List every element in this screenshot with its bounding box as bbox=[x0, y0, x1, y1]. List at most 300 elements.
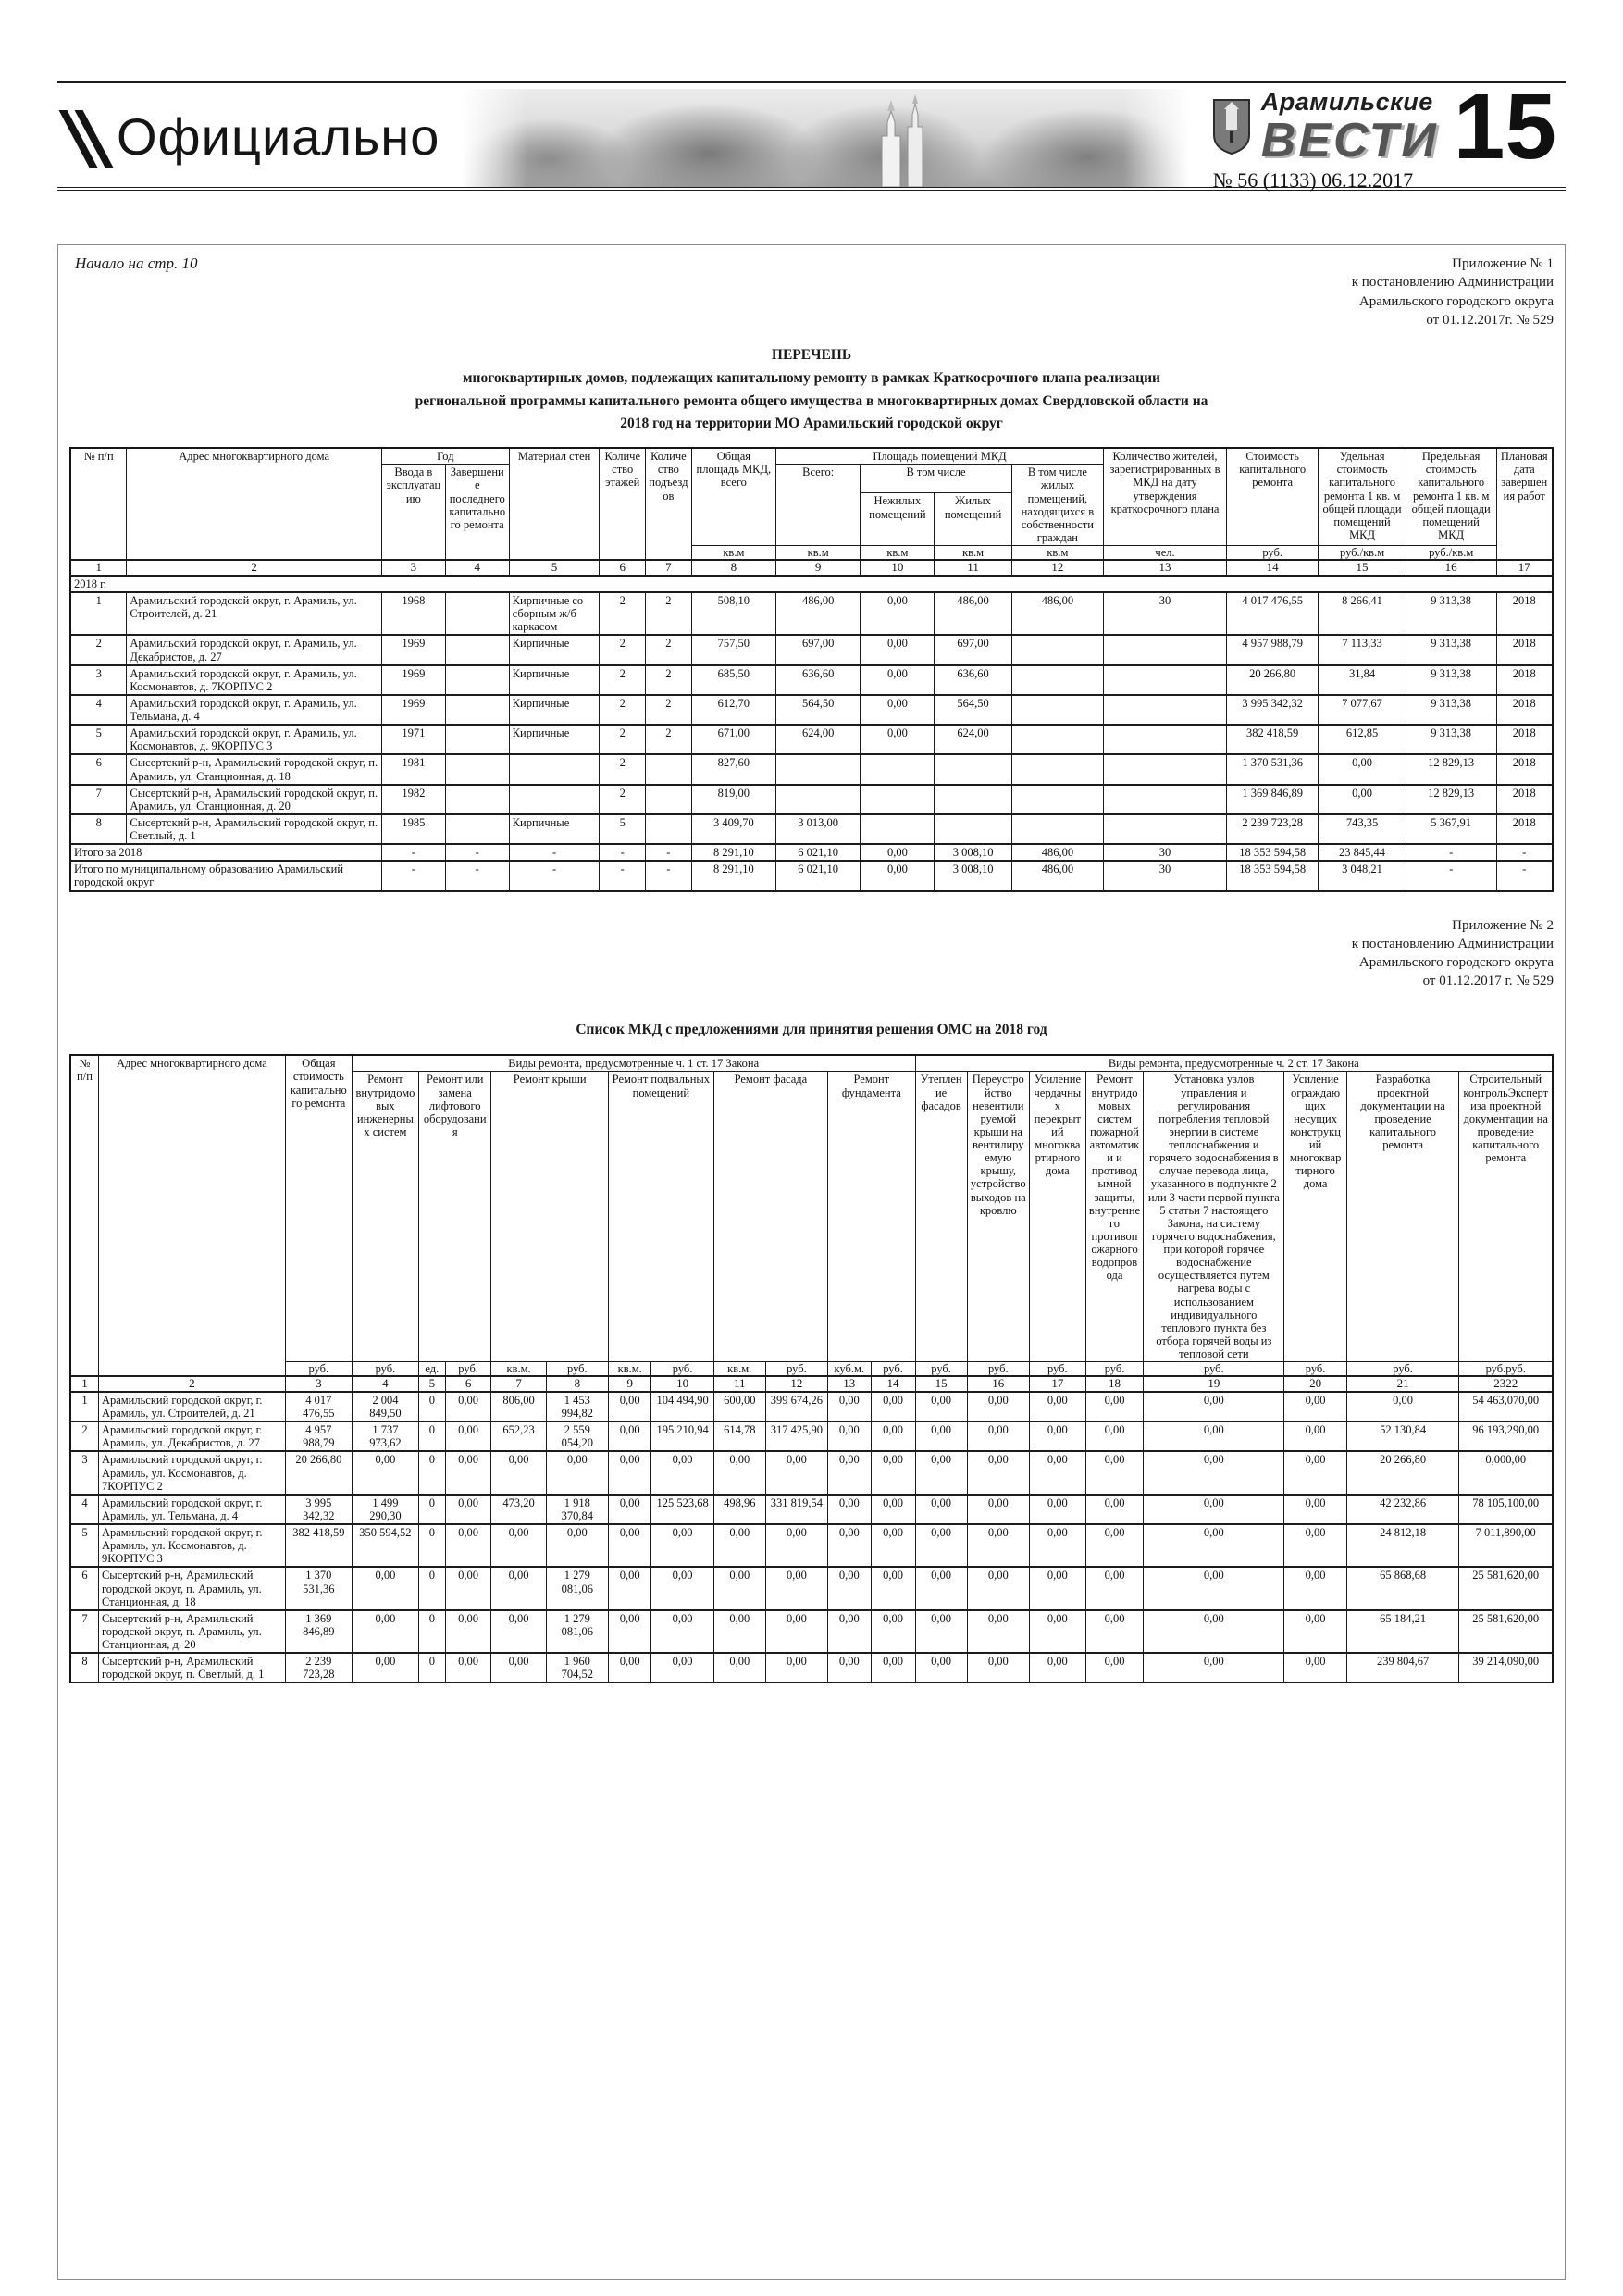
cell bbox=[1104, 814, 1227, 844]
cell: 1 369 846,89 bbox=[285, 1610, 352, 1653]
cell: 18 353 594,58 bbox=[1226, 844, 1318, 861]
cell: Кирпичные bbox=[509, 635, 600, 664]
cell: 0,00 bbox=[445, 1524, 491, 1567]
cell: 24 812,18 bbox=[1346, 1524, 1459, 1567]
text-line: к постановлению Администрации bbox=[1351, 936, 1554, 951]
cell: Сысертский р-н, Арамильский городской округ, п. Арамиль, ул. Станционная, д. 20 bbox=[98, 1610, 285, 1653]
cell: 0,00 bbox=[828, 1451, 871, 1494]
cell: 0,00 bbox=[651, 1524, 713, 1567]
cell: 6 bbox=[70, 754, 127, 784]
header-cell: Удельная стоимость капитального ремонта 1 кв. м общей площади помещений МКД bbox=[1319, 448, 1406, 545]
cell: 65 868,68 bbox=[1346, 1567, 1459, 1609]
header-cell: Количество жителей, зарегистрированных в МКД на дату утверждения краткосрочного плана bbox=[1104, 448, 1227, 545]
cell bbox=[445, 635, 509, 664]
cell: 30 bbox=[1104, 592, 1227, 635]
cell: Арамильский городской округ, г. Арамиль, ул. Космонавтов, д. 7КОРПУС 2 bbox=[98, 1451, 285, 1494]
cell: 12 829,13 bbox=[1406, 754, 1496, 784]
cell: 2018 bbox=[1496, 695, 1553, 725]
cell: - bbox=[1496, 844, 1553, 861]
cell bbox=[509, 785, 600, 814]
cell: 3 995 342,32 bbox=[285, 1495, 352, 1524]
header-cell: куб.м. bbox=[828, 1362, 871, 1377]
header-cell: Ремонт фундамента bbox=[828, 1072, 916, 1362]
cell: 612,70 bbox=[691, 695, 775, 725]
cell: 1 453 994,82 bbox=[546, 1392, 608, 1421]
cell: Кирпичные со сборным ж/б каркасом bbox=[509, 592, 600, 635]
header-cell: руб. bbox=[1144, 1362, 1284, 1377]
cell bbox=[1104, 695, 1227, 725]
header-cell: 13 bbox=[828, 1376, 871, 1392]
cell: 2 bbox=[646, 665, 692, 695]
header-cell: 9 bbox=[608, 1376, 650, 1392]
cell: 239 804,67 bbox=[1346, 1653, 1459, 1682]
cell: 0,00 bbox=[1319, 754, 1406, 784]
cell: 31,84 bbox=[1319, 665, 1406, 695]
appendix1-annotation bbox=[1352, 254, 1554, 329]
cell: 0,00 bbox=[871, 1421, 915, 1451]
cell: 5 bbox=[70, 1524, 98, 1567]
cell: 1969 bbox=[381, 665, 445, 695]
cell: 9 313,38 bbox=[1406, 695, 1496, 725]
header-cell: 17 bbox=[1029, 1376, 1085, 1392]
text-line: от 01.12.2017г. № 529 bbox=[1426, 312, 1554, 328]
header-cell: 12 bbox=[765, 1376, 827, 1392]
cell bbox=[776, 785, 861, 814]
cell: 486,00 bbox=[935, 592, 1011, 635]
cell bbox=[1011, 665, 1103, 695]
cell: 7 011,890,00 bbox=[1459, 1524, 1553, 1567]
cell: 2018 bbox=[1496, 635, 1553, 664]
cell: 1 369 846,89 bbox=[1226, 785, 1318, 814]
cell: 2 bbox=[600, 695, 646, 725]
cell: 0,00 bbox=[828, 1421, 871, 1451]
cell bbox=[1011, 785, 1103, 814]
cell: 2018 bbox=[1496, 725, 1553, 754]
header-cell: 15 bbox=[1319, 560, 1406, 576]
cell: 20 266,80 bbox=[1346, 1451, 1459, 1494]
cell: 8 bbox=[70, 814, 127, 844]
cell: 1 279 081,06 bbox=[546, 1567, 608, 1609]
cell: 78 105,100,00 bbox=[1459, 1495, 1553, 1524]
cell: 65 184,21 bbox=[1346, 1610, 1459, 1653]
text-line: ПЕРЕЧЕНЬ bbox=[771, 347, 852, 363]
cell: 0,00 bbox=[352, 1567, 418, 1609]
cell bbox=[1104, 665, 1227, 695]
header-cell: 2 bbox=[127, 560, 382, 576]
cell: 0,00 bbox=[1144, 1451, 1284, 1494]
cell: 0,00 bbox=[1144, 1610, 1284, 1653]
cell: 0,00 bbox=[352, 1451, 418, 1494]
cell: 2 bbox=[70, 1421, 98, 1451]
header-cell: руб./кв.м bbox=[1406, 546, 1496, 561]
cell: 0,00 bbox=[828, 1610, 871, 1653]
header-cell: кв.м bbox=[776, 546, 861, 561]
cell: 0,00 bbox=[651, 1653, 713, 1682]
cell: 0,00 bbox=[608, 1610, 650, 1653]
cell: 0,00 bbox=[491, 1451, 546, 1494]
header-cell: 1 bbox=[70, 560, 127, 576]
cell: 0,00 bbox=[491, 1653, 546, 1682]
cell: 4 017 476,55 bbox=[1226, 592, 1318, 635]
cell: - bbox=[381, 844, 445, 861]
header-cell: руб. bbox=[871, 1362, 915, 1377]
cell: Кирпичные bbox=[509, 695, 600, 725]
appendix2-annotation bbox=[69, 916, 1554, 991]
cell: 1 370 531,36 bbox=[285, 1567, 352, 1609]
header-cell: 8 bbox=[546, 1376, 608, 1392]
cell: 2 239 723,28 bbox=[1226, 814, 1318, 844]
cell bbox=[509, 754, 600, 784]
cell bbox=[935, 814, 1011, 844]
cell: 0,00 bbox=[967, 1610, 1029, 1653]
cell: 3 048,21 bbox=[1319, 861, 1406, 890]
cell: 0,00 bbox=[1144, 1653, 1284, 1682]
top-band bbox=[69, 254, 1554, 329]
header-cell: Виды ремонта, предусмотренные ч. 2 ст. 17 Закона bbox=[915, 1055, 1553, 1072]
header-cell: 4 bbox=[445, 560, 509, 576]
header-cell: кв.м. bbox=[713, 1362, 765, 1377]
header-cell: кв.м bbox=[861, 546, 935, 561]
cell: 2 bbox=[646, 635, 692, 664]
cell: 0,00 bbox=[967, 1421, 1029, 1451]
cell: 331 819,54 bbox=[765, 1495, 827, 1524]
header-cell: 19 bbox=[1144, 1376, 1284, 1392]
cell: 8 266,41 bbox=[1319, 592, 1406, 635]
cell: 0,00 bbox=[1085, 1451, 1143, 1494]
brand-name-top: Арамильские bbox=[1260, 87, 1433, 116]
header-cell: руб. bbox=[285, 1362, 352, 1377]
header-cell: кв.м bbox=[691, 546, 775, 561]
cell: 827,60 bbox=[691, 754, 775, 784]
cell: 9 313,38 bbox=[1406, 635, 1496, 664]
cell bbox=[1104, 725, 1227, 754]
cell: 564,50 bbox=[776, 695, 861, 725]
cell: 486,00 bbox=[776, 592, 861, 635]
cell: 0,00 bbox=[1085, 1495, 1143, 1524]
cell: 6 021,10 bbox=[776, 861, 861, 890]
cell: 2018 г. bbox=[70, 576, 1553, 592]
cell: 2018 bbox=[1496, 785, 1553, 814]
cell bbox=[646, 785, 692, 814]
cell: 0,00 bbox=[765, 1653, 827, 1682]
cell: 1 bbox=[70, 1392, 98, 1421]
cell: 3 409,70 bbox=[691, 814, 775, 844]
section-header bbox=[65, 87, 440, 185]
cell: 3 008,10 bbox=[935, 844, 1011, 861]
text-line: 2018 год на территории МО Арамильский городской округ bbox=[620, 416, 1003, 432]
cell: - bbox=[509, 861, 600, 890]
cell: 652,23 bbox=[491, 1421, 546, 1451]
cell: 0,00 bbox=[1085, 1392, 1143, 1421]
cell: 0,00 bbox=[765, 1567, 827, 1609]
header-cell: 7 bbox=[646, 560, 692, 576]
cell bbox=[1011, 754, 1103, 784]
cell: 2 bbox=[600, 665, 646, 695]
cell bbox=[1104, 785, 1227, 814]
cell: 4 957 988,79 bbox=[1226, 635, 1318, 664]
cell: Арамильский городской округ, г. Арамиль, ул. Строителей, д. 21 bbox=[127, 592, 382, 635]
cell: 0,00 bbox=[828, 1392, 871, 1421]
cell: 1 370 531,36 bbox=[1226, 754, 1318, 784]
cell: 350 594,52 bbox=[352, 1524, 418, 1567]
cell: 0,00 bbox=[967, 1451, 1029, 1494]
header-cell: 17 bbox=[1496, 560, 1553, 576]
cell: 0,00 bbox=[765, 1451, 827, 1494]
text-line: Приложение № 2 bbox=[1452, 917, 1554, 933]
header-cell: Строительный контрольЭкспертиза проектной документации на проведение капитального ремонта bbox=[1459, 1072, 1553, 1362]
header-cell: 16 bbox=[967, 1376, 1029, 1392]
header-cell: руб. bbox=[765, 1362, 827, 1377]
cell: 697,00 bbox=[935, 635, 1011, 664]
cell: 508,10 bbox=[691, 592, 775, 635]
cell: Итого за 2018 bbox=[70, 844, 381, 861]
cell: 0,00 bbox=[1085, 1567, 1143, 1609]
cell: 0,00 bbox=[1029, 1392, 1085, 1421]
cell: 18 353 594,58 bbox=[1226, 861, 1318, 890]
cell: 195 210,94 bbox=[651, 1421, 713, 1451]
header-cell: Разработка проектной документации на проведение капитального ремонта bbox=[1346, 1072, 1459, 1362]
cell: 1 279 081,06 bbox=[546, 1610, 608, 1653]
cell: 0,00 bbox=[861, 861, 935, 890]
cell: 0,00 bbox=[871, 1653, 915, 1682]
cell: 0,00 bbox=[445, 1421, 491, 1451]
cell: 0 bbox=[418, 1653, 445, 1682]
cell bbox=[1011, 635, 1103, 664]
header-cell: 12 bbox=[1011, 560, 1103, 576]
cell: 2 004 849,50 bbox=[352, 1392, 418, 1421]
cell: 0,00 bbox=[1144, 1567, 1284, 1609]
header-cell: Утепление фасадов bbox=[915, 1072, 967, 1362]
header-cell: Адрес многоквартирного дома bbox=[98, 1055, 285, 1376]
appendix2-title bbox=[69, 1019, 1554, 1042]
header-cell: № п/п bbox=[70, 1055, 98, 1376]
cell: 2 239 723,28 bbox=[285, 1653, 352, 1682]
cell: 0,00 bbox=[861, 635, 935, 664]
cell: Арамильский городской округ, г. Арамиль, ул. Космонавтов, д. 9КОРПУС 3 bbox=[127, 725, 382, 754]
text-line: Арамильского городского округа bbox=[1358, 955, 1554, 970]
cell: 1981 bbox=[381, 754, 445, 784]
cell: 0,00 bbox=[445, 1610, 491, 1653]
cell: 0,00 bbox=[445, 1451, 491, 1494]
cell: 9 313,38 bbox=[1406, 665, 1496, 695]
header-cell: 5 bbox=[418, 1376, 445, 1392]
cell: 5 bbox=[600, 814, 646, 844]
cell: 3 008,10 bbox=[935, 861, 1011, 890]
header-cell: 10 bbox=[861, 560, 935, 576]
cell: 0,00 bbox=[608, 1495, 650, 1524]
cell: 0,00 bbox=[861, 695, 935, 725]
cell bbox=[1104, 754, 1227, 784]
cell bbox=[445, 785, 509, 814]
cell: 0,00 bbox=[871, 1567, 915, 1609]
cell: 0,00 bbox=[546, 1524, 608, 1567]
cell: 4 bbox=[70, 695, 127, 725]
header-cell: В том числе bbox=[861, 465, 1011, 493]
header-cell: Усиление ограждающих несущих конструкций многоквартирного дома bbox=[1284, 1072, 1346, 1362]
header-cell: Нежилых помещений bbox=[861, 493, 935, 546]
header-cell: руб. bbox=[967, 1362, 1029, 1377]
cell: 0,00 bbox=[713, 1451, 765, 1494]
cell: 0,00 bbox=[967, 1653, 1029, 1682]
cell bbox=[861, 754, 935, 784]
cell: 1 bbox=[70, 592, 127, 635]
cell: - bbox=[445, 844, 509, 861]
cell: 2 559 054,20 bbox=[546, 1421, 608, 1451]
header-cell: Общая стоимость капитального ремонта bbox=[285, 1055, 352, 1361]
cell bbox=[935, 785, 1011, 814]
cell: 0,00 bbox=[915, 1495, 967, 1524]
header-cell: 6 bbox=[600, 560, 646, 576]
cell: - bbox=[381, 861, 445, 890]
cell: 473,20 bbox=[491, 1495, 546, 1524]
cell: Арамильский городской округ, г. Арамиль, ул. Декабристов, д. 27 bbox=[98, 1421, 285, 1451]
cell: 0,00 bbox=[651, 1451, 713, 1494]
cell: 0 bbox=[418, 1567, 445, 1609]
cell bbox=[776, 754, 861, 784]
cell: 7 bbox=[70, 785, 127, 814]
cell: 0,00 bbox=[1029, 1451, 1085, 1494]
cell: Арамильский городской округ, г. Арамиль, ул. Космонавтов, д. 9КОРПУС 3 bbox=[98, 1524, 285, 1567]
brand-row bbox=[1211, 75, 1556, 179]
header-cell: Ремонт внутридомовых инженерных систем bbox=[352, 1072, 418, 1362]
brand-name-bottom: ВЕСТИ bbox=[1260, 113, 1439, 168]
cell: 0,00 bbox=[608, 1653, 650, 1682]
header-cell: кв.м bbox=[1011, 546, 1103, 561]
cell: Итого по муниципальному образованию Арамильский городской округ bbox=[70, 861, 381, 890]
brand-block bbox=[1211, 75, 1558, 192]
cell: 1968 bbox=[381, 592, 445, 635]
cell: 3 995 342,32 bbox=[1226, 695, 1318, 725]
cell: 1985 bbox=[381, 814, 445, 844]
cell bbox=[445, 665, 509, 695]
cell: 4 bbox=[70, 1495, 98, 1524]
header-cell: 18 bbox=[1085, 1376, 1143, 1392]
cell: 0,00 bbox=[1085, 1653, 1143, 1682]
cell: 0 bbox=[418, 1495, 445, 1524]
cell: 486,00 bbox=[1011, 861, 1103, 890]
cell: 0,00 bbox=[861, 665, 935, 695]
header-cell: 11 bbox=[713, 1376, 765, 1392]
cell: 7 113,33 bbox=[1319, 635, 1406, 664]
cell: - bbox=[600, 861, 646, 890]
header-cell: Ремонт внутридомовых систем пожарной автоматики и противодымной защиты, внутреннего противопожарного водопровода bbox=[1085, 1072, 1143, 1362]
cell: 0,00 bbox=[871, 1451, 915, 1494]
header-cell: 21 bbox=[1346, 1376, 1459, 1392]
cell: 382 418,59 bbox=[285, 1524, 352, 1567]
appendix1-table bbox=[69, 447, 1554, 891]
cell: 564,50 bbox=[935, 695, 1011, 725]
header-cell: руб. bbox=[1284, 1362, 1346, 1377]
cell: 0,00 bbox=[1284, 1524, 1346, 1567]
cell bbox=[445, 725, 509, 754]
header-cell: 16 bbox=[1406, 560, 1496, 576]
header-cell: руб. bbox=[445, 1362, 491, 1377]
cell: 7 bbox=[70, 1610, 98, 1653]
cell: 12 829,13 bbox=[1406, 785, 1496, 814]
cell: 0,00 bbox=[1284, 1451, 1346, 1494]
header-cell: руб. bbox=[1085, 1362, 1143, 1377]
cell: 8 291,10 bbox=[691, 861, 775, 890]
cell: 0,00 bbox=[915, 1610, 967, 1653]
cell: 0,00 bbox=[967, 1524, 1029, 1567]
town-panorama-photo bbox=[462, 89, 1188, 187]
cell: 2 bbox=[600, 754, 646, 784]
cell: 0,00 bbox=[1284, 1653, 1346, 1682]
cell: 20 266,80 bbox=[1226, 665, 1318, 695]
cell: 0,00 bbox=[445, 1495, 491, 1524]
cell: 757,50 bbox=[691, 635, 775, 664]
cell: 2 bbox=[600, 592, 646, 635]
cell: 23 845,44 bbox=[1319, 844, 1406, 861]
header-cell: 2322 bbox=[1459, 1376, 1553, 1392]
cell: Сысертский р-н, Арамильский городской округ, п. Светлый, д. 1 bbox=[127, 814, 382, 844]
cell: 624,00 bbox=[776, 725, 861, 754]
cell: 0,00 bbox=[1029, 1653, 1085, 1682]
cell bbox=[861, 814, 935, 844]
cell: 2 bbox=[600, 725, 646, 754]
cell: - bbox=[509, 844, 600, 861]
cell: 614,78 bbox=[713, 1421, 765, 1451]
cell: 0,00 bbox=[765, 1610, 827, 1653]
header-cell: 15 bbox=[915, 1376, 967, 1392]
cell: 0,00 bbox=[1029, 1610, 1085, 1653]
continuation-note: Начало на стр. 10 bbox=[75, 254, 198, 272]
cell: 125 523,68 bbox=[651, 1495, 713, 1524]
cell: 0,000,00 bbox=[1459, 1451, 1553, 1494]
cell: - bbox=[445, 861, 509, 890]
cell bbox=[646, 814, 692, 844]
header-cell: № п/п bbox=[70, 448, 127, 560]
masthead bbox=[57, 75, 1566, 192]
cell: 0,00 bbox=[713, 1524, 765, 1567]
text-line: Список МКД с предложениями для принятия решения ОМС на 2018 год bbox=[576, 1021, 1047, 1037]
header-cell: Материал стен bbox=[509, 448, 600, 560]
cell: 20 266,80 bbox=[285, 1451, 352, 1494]
header-cell: руб. bbox=[1346, 1362, 1459, 1377]
cell bbox=[1011, 695, 1103, 725]
cell: 0,00 bbox=[871, 1610, 915, 1653]
cell: - bbox=[1406, 844, 1496, 861]
cell: Арамильский городской округ, г. Арамиль, ул. Декабристов, д. 27 bbox=[127, 635, 382, 664]
cell: Сысертский р-н, Арамильский городской округ, п. Арамиль, ул. Станционная, д. 18 bbox=[127, 754, 382, 784]
cell: - bbox=[646, 861, 692, 890]
cell: 0,00 bbox=[1144, 1421, 1284, 1451]
page-number: 15 bbox=[1453, 75, 1556, 179]
text-line: многоквартирных домов, подлежащих капитальному ремонту в рамках Краткосрочного плана реализации bbox=[463, 369, 1160, 386]
content-frame bbox=[57, 244, 1566, 2280]
cell: 0,00 bbox=[491, 1567, 546, 1609]
header-cell: Общая площадь МКД, всего bbox=[691, 448, 775, 545]
cell: 498,96 bbox=[713, 1495, 765, 1524]
cell: 0,00 bbox=[713, 1610, 765, 1653]
header-cell: чел. bbox=[1104, 546, 1227, 561]
issue-info: № 56 (1133) 06.12.2017 bbox=[1212, 168, 1414, 192]
cell: 42 232,86 bbox=[1346, 1495, 1459, 1524]
cell: Арамильский городской округ, г. Арамиль, ул. Тельмана, д. 4 bbox=[98, 1495, 285, 1524]
cell: 685,50 bbox=[691, 665, 775, 695]
cell: 743,35 bbox=[1319, 814, 1406, 844]
cell: 39 214,090,00 bbox=[1459, 1653, 1553, 1682]
cell: 0,00 bbox=[352, 1610, 418, 1653]
cell bbox=[935, 754, 1011, 784]
cell: 1 737 973,62 bbox=[352, 1421, 418, 1451]
cell: 0,00 bbox=[967, 1495, 1029, 1524]
cell: 0,00 bbox=[1284, 1567, 1346, 1609]
header-cell: В том числе жилых помещений, находящихся в собственности граждан bbox=[1011, 465, 1103, 546]
cell: 2 bbox=[646, 592, 692, 635]
brand-names bbox=[1260, 87, 1439, 168]
header-cell: 10 bbox=[651, 1376, 713, 1392]
